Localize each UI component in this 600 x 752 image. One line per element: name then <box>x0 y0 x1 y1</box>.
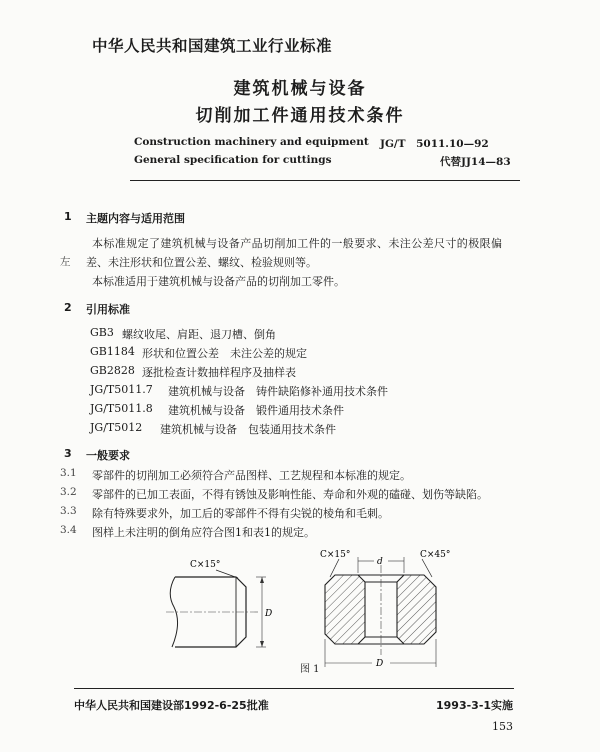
margin-mark: 左 <box>60 256 71 268</box>
outer-diameter-label: D <box>376 659 384 669</box>
section-1-number: 1 <box>64 210 72 223</box>
effective-date: 1993-3-1实施 <box>436 699 514 712</box>
standard-number: JG/T 5011.10—92 <box>380 138 489 150</box>
ref-code-4: JG/T5011.7 <box>90 383 153 396</box>
ref-text-5: 建筑机械与设备 锻件通用技术条件 <box>168 404 344 417</box>
ref-text-6: 建筑机械与设备 包装通用技术条件 <box>160 423 336 436</box>
ref-code-3: GB2828 <box>90 364 135 377</box>
item-3-1-text: 零部件的切削加工必须符合产品图样、工艺规程和本标准的规定。 <box>92 469 411 482</box>
section-1-para-1-line-2: 差、未注形状和位置公差、螺纹、检验规则等。 <box>86 256 317 269</box>
item-3-4-text: 图样上未注明的倒角应符合图1和表1的规定。 <box>92 526 315 539</box>
replaces-standard: 代替JJ14—83 <box>440 156 511 168</box>
right-chamfer-label-right: C×45° <box>420 550 451 560</box>
right-chamfer-label-left: C×15° <box>320 550 351 560</box>
shaft-drawing <box>166 570 266 647</box>
item-3-3-number: 3.3 <box>60 505 77 517</box>
page-number: 153 <box>492 720 513 733</box>
left-diameter-label: D <box>265 609 273 619</box>
ref-text-2: 形状和位置公差 未注公差的规定 <box>142 347 307 360</box>
section-1-para-1-line-1: 本标准规定了建筑机械与设备产品切削加工件的一般要求、未注公差尺寸的极限偏 <box>92 237 503 250</box>
item-3-3-text: 除有特殊要求外，加工后的零部件不得有尖锐的棱角和毛刺。 <box>92 507 389 520</box>
title-line-2: 切削加工件通用技术条件 <box>195 106 405 126</box>
approval-date: 中华人民共和国建设部1992-6-25批准 <box>74 699 269 712</box>
english-title-2: General specification for cuttings <box>134 154 332 166</box>
ref-text-3: 逐批检查计数抽样程序及抽样表 <box>142 366 296 379</box>
figure-1 <box>0 545 600 675</box>
standard-header: 中华人民共和国建筑工业行业标准 <box>92 37 333 55</box>
section-3-title: 一般要求 <box>86 449 130 462</box>
figure-caption: 图 1 <box>300 664 320 675</box>
section-1-title: 主题内容与适用范围 <box>86 212 185 225</box>
ref-code-1: GB3 <box>90 326 114 339</box>
english-title-1: Construction machinery and equipment <box>134 136 369 148</box>
title-rule <box>130 180 520 181</box>
section-3-number: 3 <box>64 447 72 460</box>
title-line-1: 建筑机械与设备 <box>233 79 367 99</box>
section-2-title: 引用标准 <box>86 303 130 316</box>
ref-text-4: 建筑机械与设备 铸件缺陷修补通用技术条件 <box>168 385 388 398</box>
item-3-2-number: 3.2 <box>60 486 77 498</box>
section-2-number: 2 <box>64 301 72 314</box>
item-3-1-number: 3.1 <box>60 467 77 479</box>
footer-rule <box>74 688 514 689</box>
section-1-para-2: 本标准适用于建筑机械与设备产品的切削加工零件。 <box>92 275 345 288</box>
left-chamfer-label: C×15° <box>190 560 221 570</box>
item-3-4-number: 3.4 <box>60 524 77 536</box>
ref-text-1: 螺纹收尾、肩距、退刀槽、倒角 <box>122 328 276 341</box>
ref-code-5: JG/T5011.8 <box>90 402 153 415</box>
item-3-2-text: 零部件的已加工表面，不得有锈蚀及影响性能、寿命和外观的磕碰、划伤等缺陷。 <box>92 488 488 501</box>
ref-code-6: JG/T5012 <box>90 421 143 434</box>
inner-diameter-label: d <box>377 557 383 567</box>
bushing-section <box>325 557 436 667</box>
ref-code-2: GB1184 <box>90 345 135 358</box>
